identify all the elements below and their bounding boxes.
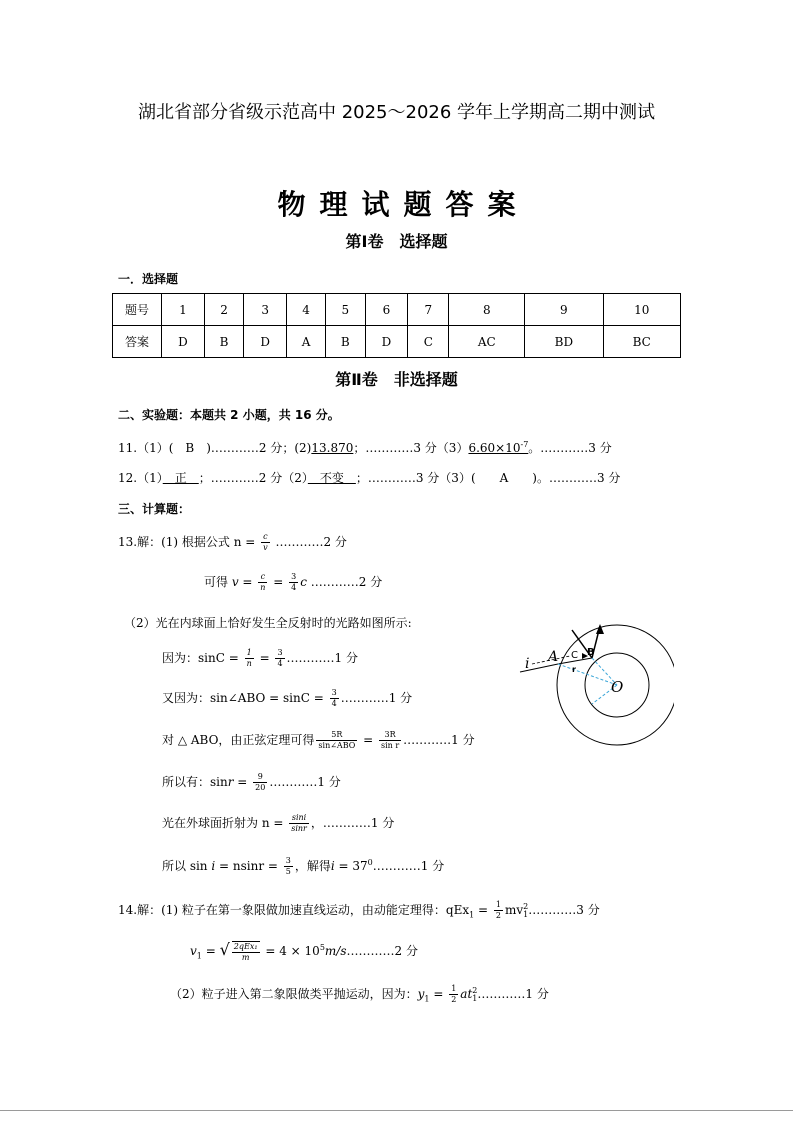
section3-heading: 三、计算题： [118, 502, 191, 516]
label-b: B [587, 647, 595, 658]
table-cell: 题号 [113, 294, 162, 326]
q13-line9: 所以 sin i = nsinr = $\frac{3}{5}$ ，解得$i = 37^0\dots\dots\dots\dots 1$ 分 [162, 856, 445, 876]
radius-line [558, 664, 617, 685]
label-r: r [572, 665, 576, 674]
answer-table [112, 293, 681, 358]
q14-line2: $v_1$ = √ $\frac{\text{2qEx₁}}{m}$ = $4 \times 10^5m/s\dots\dots\dots\dots 2$ 分 [190, 940, 418, 962]
table-cell: AC [449, 326, 525, 358]
label-c: C [571, 650, 578, 661]
table-cell: A [287, 326, 326, 358]
section1-heading: 一．选择题 [118, 272, 179, 286]
table-cell: 10 [603, 294, 680, 326]
table-cell: 7 [408, 294, 449, 326]
table-cell: 1 [162, 294, 205, 326]
q13-line8: 光在外球面折射为 n = $\frac{\sin i}{\sin r}$ ，…………1 分 [162, 813, 395, 833]
table-cell: 8 [449, 294, 525, 326]
table-cell: D [365, 326, 408, 358]
table-cell: 答案 [113, 326, 162, 358]
school-title: 湖北省部分省级示范高中 2025～2026 学年上学期高二期中测试 [137, 102, 656, 123]
table-cell: 3 [244, 294, 287, 326]
q14-line3: （2）粒子进入第二象限做类平抛运动，因为：$y_1$ = $\frac{1}{2}$ at 2 1 …………1 分 [170, 984, 549, 1004]
table-cell: 4 [287, 294, 326, 326]
table-cell: 5 [326, 294, 366, 326]
label-o: O [611, 678, 624, 696]
table-cell: B [204, 326, 244, 358]
q13-line6: 对 △ ABO，由正弦定理可得 $\frac{5R}{\text{sin∠ABO}}$ = $\frac{3R}{\text{sin r}}$ …………1 分 [162, 730, 475, 750]
part1-heading: 第Ⅰ卷 选择题 [345, 232, 448, 251]
q13-line3: （2）光在内球面上恰好发生全反射时的光路如图所示: [124, 616, 412, 630]
table-cell: 2 [204, 294, 244, 326]
section2-heading: 二、实验题：本题共 2 小题，共 16 分。 [118, 408, 340, 422]
optics-diagram [512, 618, 674, 764]
q11-answer: 11.（1）( B )…………2 分；(2)13.870；…………3 分$(3)6.60\times 10^{-7}$。…………3 分 [118, 440, 612, 455]
label-i: i [525, 656, 530, 672]
table-cell: BD [525, 326, 603, 358]
table-cell: D [244, 326, 287, 358]
table-row [113, 326, 681, 358]
label-a: A [548, 649, 559, 665]
page-bottom-rule [0, 1110, 793, 1111]
q13-line5: 又因为：sin∠ABO = sinC = $\frac{3}{4}$ …………1 分 [162, 688, 413, 708]
q13-line7: 所以有：sinr = $\frac{9}{20}$ …………1 分 [162, 772, 341, 792]
document-title: 物理试题答案 [277, 188, 530, 221]
q13-line2: 可得 v = $\frac{c}{n}$ = $\frac{3}{4}$ c …………2 分 [204, 572, 383, 592]
table-cell: D [162, 326, 205, 358]
table-row [113, 294, 681, 326]
q12-answer: 12.（1） 正 ；…………2 分（2） 不变 ；…………3 分（3）( A )。…………3 分 [118, 471, 621, 485]
q13-line1: 13.解：(1) 根据公式 n = $\frac{c}{v}$ …………2 分 [118, 532, 347, 552]
table-cell: 6 [365, 294, 408, 326]
table-cell: BC [603, 326, 680, 358]
arrow-head [596, 624, 604, 634]
table-cell: B [326, 326, 366, 358]
q13-line4: 因为：sinC = $\frac{1}{n}$ = $\frac{3}{4}$ …………1 分 [162, 648, 358, 668]
q14-line1: 14.解：(1) 粒子在第一象限做加速直线运动，由动能定理得：qEx$_1$ = $\frac{1}{2}$ mv 2 1 …………3 分 [118, 900, 600, 920]
table-cell: 9 [525, 294, 603, 326]
part2-heading: 第Ⅱ卷 非选择题 [335, 370, 458, 389]
table-cell: C [408, 326, 449, 358]
